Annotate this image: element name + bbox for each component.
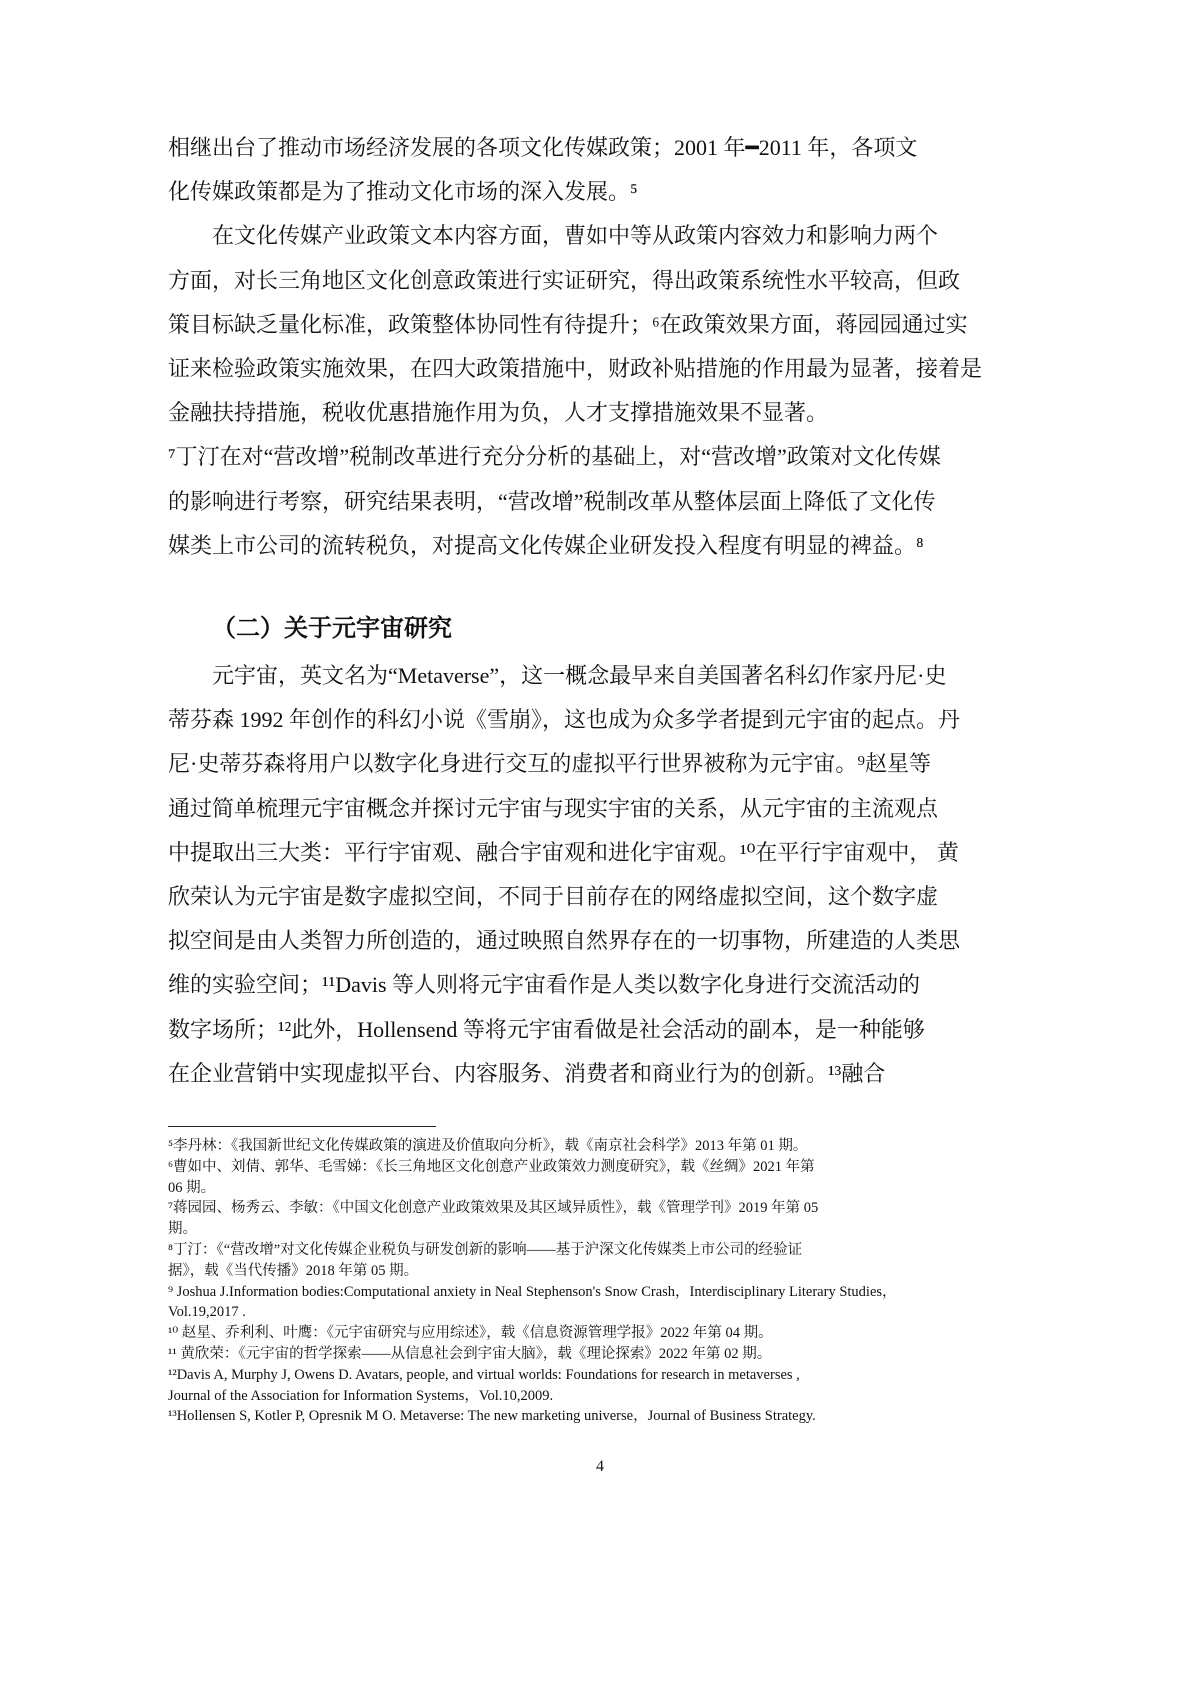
text-line: 维的实验空间；¹¹Davis 等人则将元宇宙看作是人类以数字化身进行交流活动的 bbox=[168, 972, 921, 998]
footnote-line: ¹⁰ 赵星、乔利利、叶鹰：《元宇宙研究与应用综述》，载《信息资源管理学报》2022 年第 04 期。 bbox=[168, 1325, 773, 1342]
text-line: 拟空间是由人类智力所创造的，通过映照自然界存在的一切事物，所建造的人类思 bbox=[168, 928, 961, 954]
text-line: 元宇宙，英文名为“Metaverse”，这一概念最早来自美国著名科幻作家丹尼·史 bbox=[168, 663, 947, 688]
text-line: 在企业营销中实现虚拟平台、内容服务、消费者和商业行为的创新。¹³融合 bbox=[168, 1060, 886, 1086]
footnote-line: 期。 bbox=[168, 1221, 197, 1238]
text-line: 化传媒政策都是为了推动文化市场的深入发展。⁵ bbox=[168, 179, 638, 205]
text-line: 证来检验政策实施效果，在四大政策措施中，财政补贴措施的作用最为显著，接着是 bbox=[168, 356, 983, 381]
footnote-line: 06 期。 bbox=[168, 1179, 216, 1196]
footnote-line: ¹¹ 黄欣荣：《元宇宙的哲学探索——从信息社会到宇宙大脑》，载《理论探索》2022 年第 02 期。 bbox=[168, 1346, 772, 1362]
page-number: 4 bbox=[596, 1458, 604, 1475]
text-line: 尼·史蒂芬森将用户以数字化身进行交互的虚拟平行世界被称为元宇宙。⁹赵星等 bbox=[168, 751, 931, 777]
footnote-line: 据》，载《当代传播》2018 年第 05 期。 bbox=[168, 1262, 419, 1279]
section-heading: （二）关于元宇宙研究 bbox=[212, 614, 452, 642]
footnote-divider bbox=[168, 1126, 436, 1127]
footnote-line: Vol.19,2017 . bbox=[168, 1304, 246, 1321]
footnote-line: ¹³Hollensen S, Kotler P, Opresnik M O. Metaverse: The new marketing universe，Journal of Business Strategy. bbox=[168, 1408, 816, 1425]
text-line: 相继出台了推动市场经济发展的各项文化传媒政策；2001 年━2011 年，各项文 bbox=[168, 135, 918, 160]
text-line: 通过简单梳理元宇宙概念并探讨元宇宙与现实宇宙的关系，从元宇宙的主流观点 bbox=[168, 795, 939, 821]
text-line: 欣荣认为元宇宙是数字虚拟空间，不同于目前存在的网络虚拟空间，这个数字虚 bbox=[168, 884, 939, 909]
text-line: 媒类上市公司的流转税负，对提高文化传媒企业研发投入程度有明显的裨益。⁸ bbox=[168, 532, 924, 558]
text-line: 方面，对长三角地区文化创意政策进行实证研究，得出政策系统性水平较高，但政 bbox=[168, 267, 961, 293]
text-line: 中提取出三大类：平行宇宙观、融合宇宙观和进化宇宙观。¹⁰在平行宇宙观中， 黄 bbox=[168, 839, 959, 865]
text-line: ⁷丁汀在对“营改增”税制改革进行充分分析的基础上，对“营改增”政策对文化传媒 bbox=[168, 444, 941, 470]
text-line: 策目标缺乏量化标准，政策整体协同性有待提升；⁶在政策效果方面，蒋园园通过实 bbox=[168, 311, 968, 337]
footnote-line: ¹²Davis A, Murphy J, Owens D. Avatars, people, and virtual worlds: Foundations for research in metaverses , bbox=[168, 1366, 800, 1383]
footnote-line: ⁹ Joshua J.Information bodies:Computational anxiety in Neal Stephenson's Snow Crash，Interdisciplinary Literary Studies， bbox=[168, 1283, 897, 1300]
text-line: 金融扶持措施，税收优惠措施作用为负，人才支撑措施效果不显著。 bbox=[168, 400, 829, 426]
text-line: 蒂芬森 1992 年创作的科幻小说《雪崩》，这也成为众多学者提到元宇宙的起点。丹 bbox=[168, 707, 961, 733]
text-line: 的影响进行考察，研究结果表明，“营改增”税制改革从整体层面上降低了文化传 bbox=[168, 488, 936, 514]
footnote-line: ⁵李丹林：《我国新世纪文化传媒政策的演进及价值取向分析》，载《南京社会科学》2013 年第 01 期。 bbox=[168, 1138, 808, 1154]
footnote-line: ⁶曹如中、刘倩、郭华、毛雪娣：《长三角地区文化创意产业政策效力测度研究》，载《丝绸》2021 年第 bbox=[168, 1158, 815, 1175]
text-line: 在文化传媒产业政策文本内容方面，曹如中等从政策内容效力和影响力两个 bbox=[168, 223, 939, 249]
footnote-line: Journal of the Association for Information Systems，Vol.10,2009. bbox=[168, 1387, 554, 1404]
footnote-line: ⁸丁汀：《“营改增”对文化传媒企业税负与研发创新的影响——基于沪深文化传媒类上市公司的经验证 bbox=[168, 1242, 803, 1258]
footnote-line: ⁷蒋园园、杨秀云、李敏：《中国文化创意产业政策效果及其区域异质性》，载《管理学刊》2019 年第 05 bbox=[168, 1200, 819, 1217]
text-line: 数字场所；¹²此外，Hollensend 等将元宇宙看做是社会活动的副本，是一种能够 bbox=[168, 1016, 925, 1042]
